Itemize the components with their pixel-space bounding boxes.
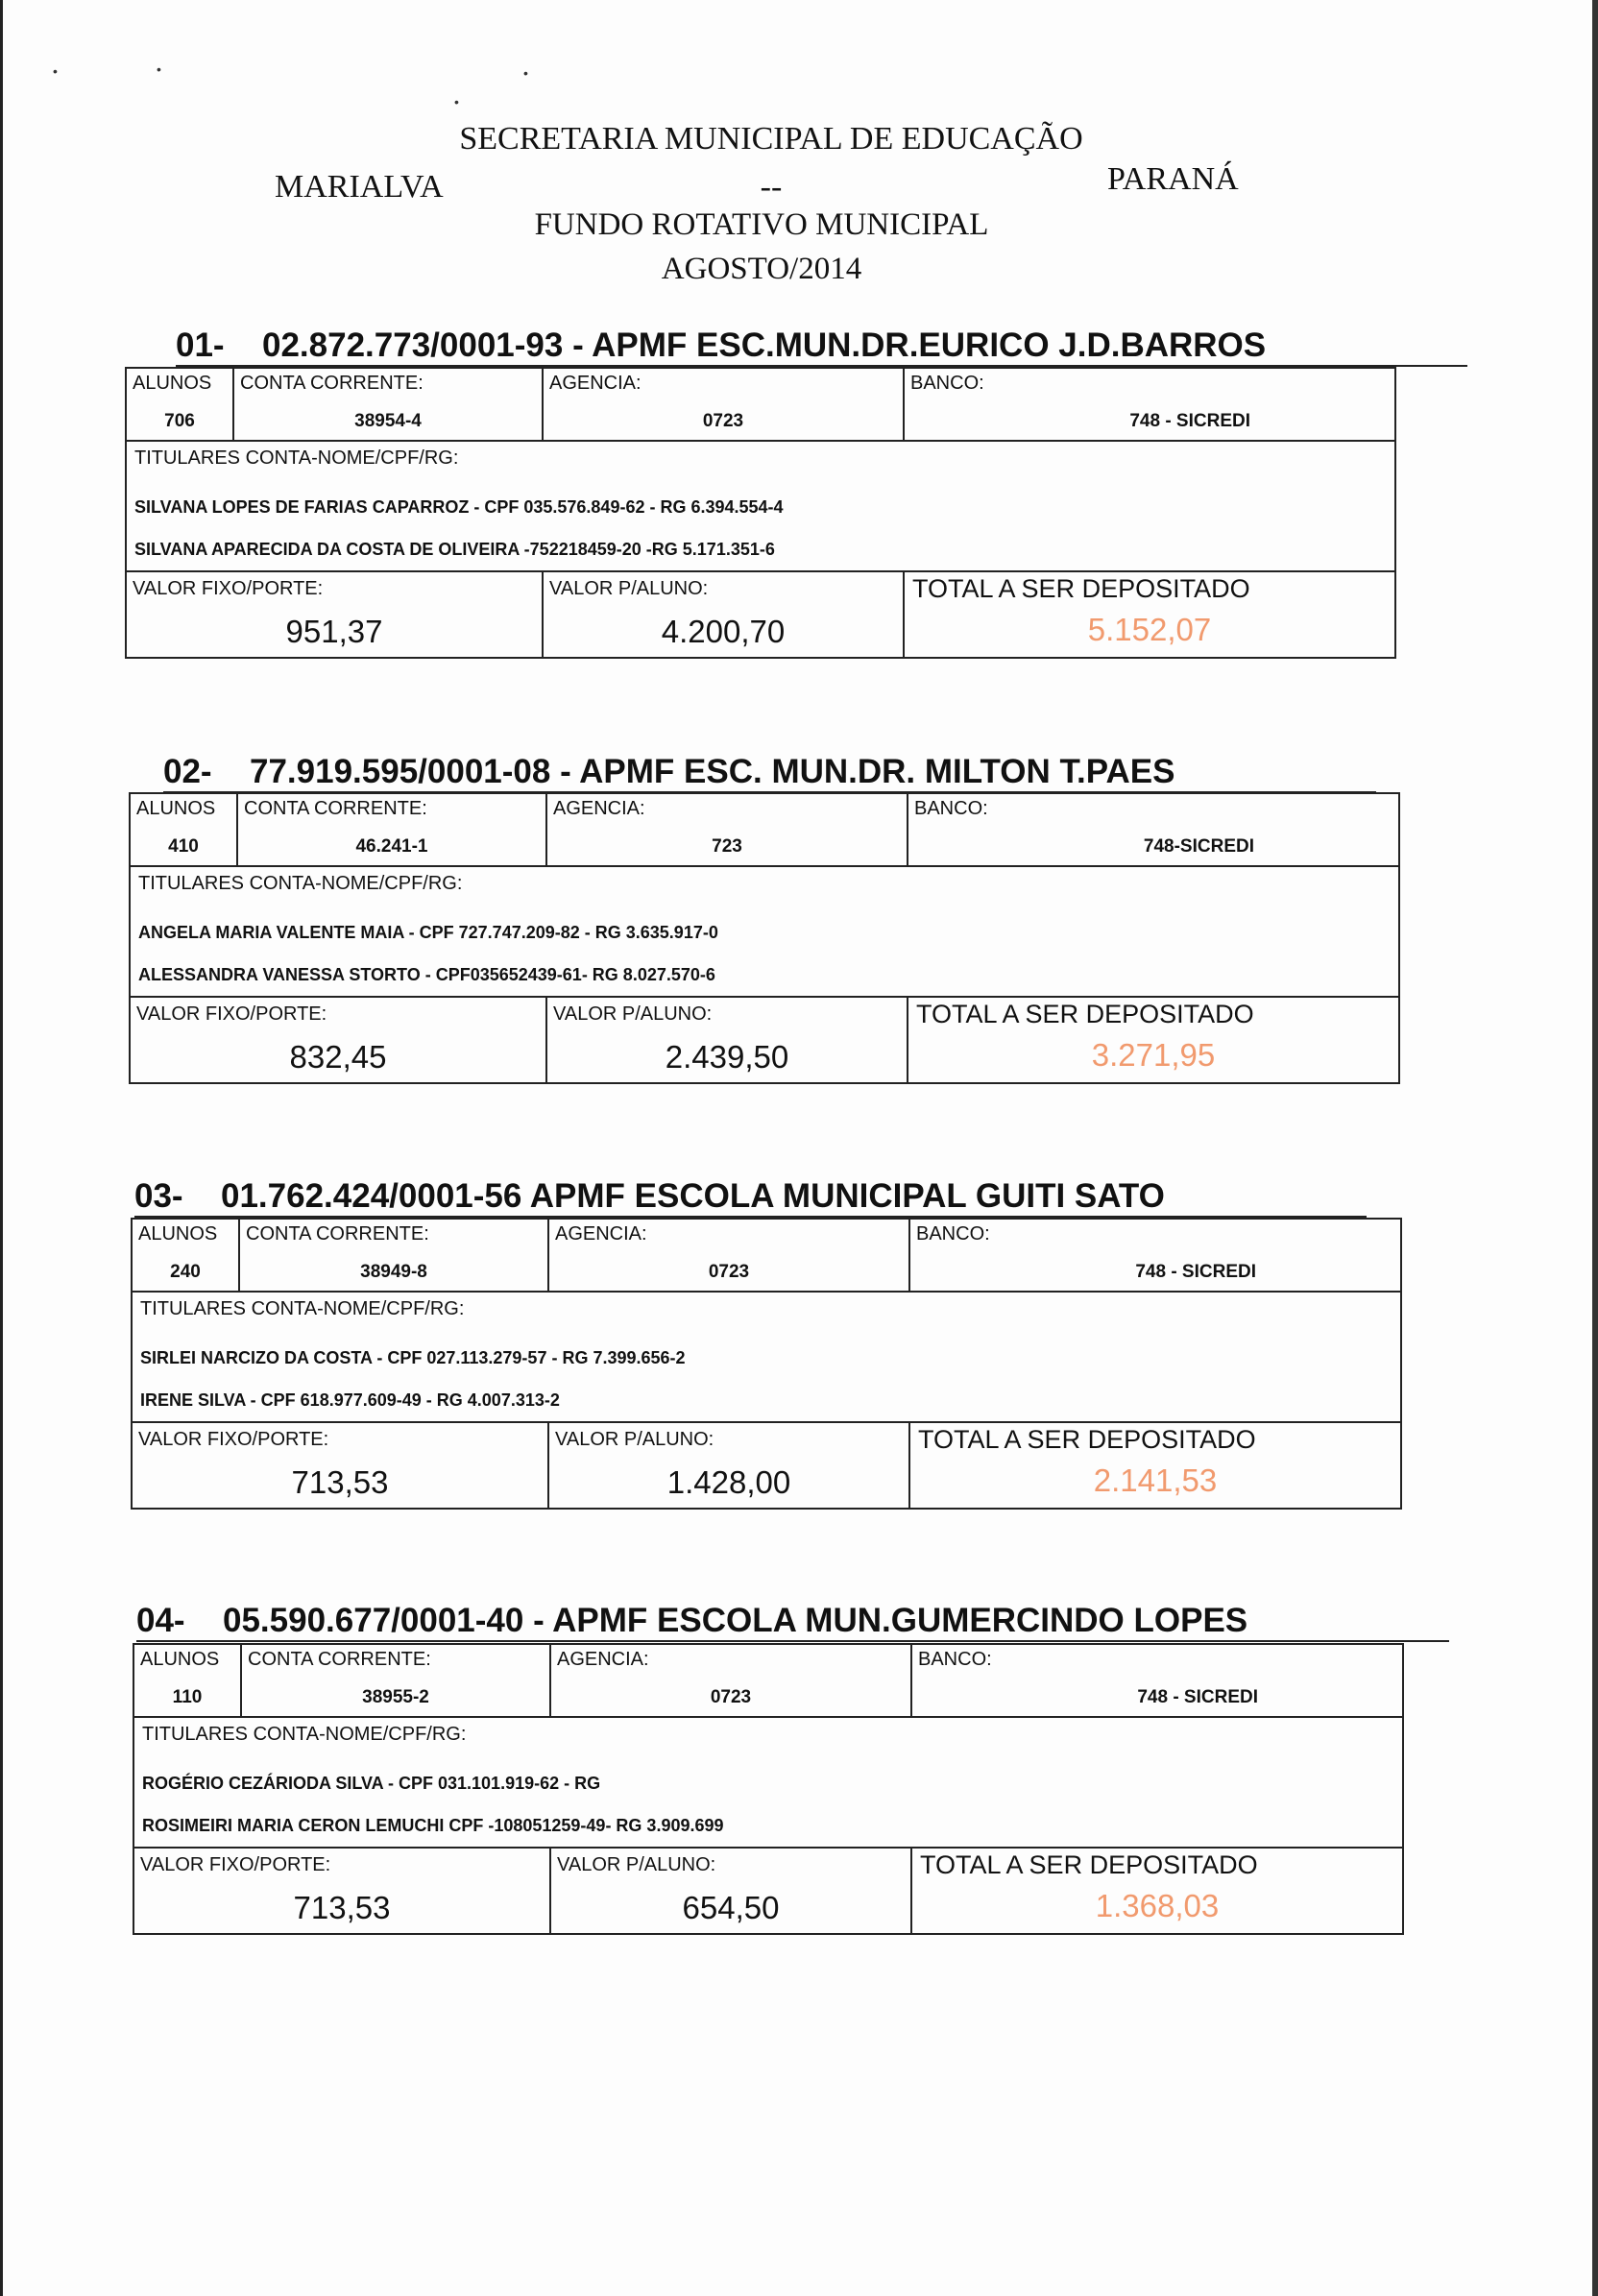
conta-value: 38955-2 bbox=[362, 1687, 429, 1707]
account-table bbox=[125, 367, 1396, 659]
valor-fixo-label: VALOR FIXO/PORTE: bbox=[138, 1429, 329, 1450]
banco-value: 748 - SICREDI bbox=[1135, 1262, 1256, 1282]
block-cnpj-name: 01.762.424/0001-56 APMF ESCOLA MUNICIPAL GUITI SATO bbox=[221, 1177, 1165, 1215]
valor-fixo-value: 713,53 bbox=[293, 1890, 391, 1925]
block-number: 02- bbox=[163, 753, 212, 790]
conta-cell bbox=[239, 1219, 548, 1292]
alunos-label: ALUNOS bbox=[133, 373, 212, 394]
alunos-value: 706 bbox=[164, 411, 195, 431]
amounts-row bbox=[126, 571, 1395, 658]
scan-speck: • bbox=[157, 61, 161, 77]
alunos-value: 110 bbox=[172, 1687, 203, 1707]
titulares-row bbox=[130, 866, 1399, 997]
banco-value: 748 - SICREDI bbox=[1129, 411, 1250, 431]
account-row bbox=[130, 793, 1399, 866]
banco-cell bbox=[908, 793, 1399, 866]
agencia-value: 0723 bbox=[708, 1262, 750, 1282]
titulares-label: TITULARES CONTA-NOME/CPF/RG: bbox=[142, 1724, 467, 1745]
titulares-label: TITULARES CONTA-NOME/CPF/RG: bbox=[140, 1298, 465, 1319]
block-cnpj-name: 77.919.595/0001-08 - APMF ESC. MUN.DR. MILTON T.PAES bbox=[250, 753, 1175, 790]
alunos-cell bbox=[130, 793, 237, 866]
block-cnpj-name: 05.590.677/0001-40 - APMF ESCOLA MUN.GUMERCINDO LOPES bbox=[223, 1602, 1248, 1639]
valor-fixo-label: VALOR FIXO/PORTE: bbox=[133, 578, 324, 599]
valor-aluno-cell bbox=[546, 997, 908, 1083]
banco-cell bbox=[909, 1219, 1401, 1292]
valor-fixo-cell bbox=[133, 1848, 550, 1934]
total-label: TOTAL A SER DEPOSITADO bbox=[918, 1425, 1256, 1454]
account-row bbox=[132, 1219, 1401, 1292]
amounts-row bbox=[133, 1848, 1403, 1934]
conta-label: CONTA CORRENTE: bbox=[248, 1649, 431, 1670]
block-title bbox=[163, 753, 1376, 793]
conta-label: CONTA CORRENTE: bbox=[240, 373, 424, 394]
agencia-cell bbox=[550, 1644, 911, 1717]
valor-fixo-cell bbox=[126, 571, 543, 658]
valor-aluno-value: 4.200,70 bbox=[661, 614, 786, 649]
valor-aluno-value: 1.428,00 bbox=[666, 1464, 791, 1500]
banco-label: BANCO: bbox=[910, 373, 984, 394]
titulares-label: TITULARES CONTA-NOME/CPF/RG: bbox=[138, 873, 463, 894]
agencia-value: 0723 bbox=[710, 1687, 752, 1707]
conta-cell bbox=[241, 1644, 550, 1717]
titular-2: ROSIMEIRI MARIA CERON LEMUCHI CPF -108051259-49- RG 3.909.699 bbox=[142, 1816, 724, 1835]
valor-aluno-label: VALOR P/ALUNO: bbox=[555, 1429, 714, 1450]
valor-aluno-label: VALOR P/ALUNO: bbox=[553, 1003, 713, 1025]
valor-fixo-label: VALOR FIXO/PORTE: bbox=[136, 1003, 327, 1025]
header-separator: -- bbox=[760, 169, 783, 205]
agencia-label: AGENCIA: bbox=[549, 373, 642, 394]
titular-1: ANGELA MARIA VALENTE MAIA - CPF 727.747.209-82 - RG 3.635.917-0 bbox=[138, 923, 718, 942]
banco-cell bbox=[911, 1644, 1403, 1717]
valor-fixo-value: 951,37 bbox=[285, 614, 383, 649]
scan-speck: • bbox=[53, 63, 58, 79]
total-value: 2.141,53 bbox=[1093, 1462, 1218, 1498]
titulares-cell bbox=[133, 1717, 1403, 1848]
titulares-label: TITULARES CONTA-NOME/CPF/RG: bbox=[134, 447, 459, 469]
total-value: 1.368,03 bbox=[1095, 1888, 1220, 1923]
header-fund: FUNDO ROTATIVO MUNICIPAL bbox=[534, 207, 989, 242]
account-row bbox=[133, 1644, 1403, 1717]
block-title bbox=[136, 1602, 1449, 1642]
titular-2: SILVANA APARECIDA DA COSTA DE OLIVEIRA -752218459-20 -RG 5.171.351-6 bbox=[134, 540, 775, 559]
conta-cell bbox=[233, 368, 543, 441]
block-cnpj-name: 02.872.773/0001-93 - APMF ESC.MUN.DR.EURICO J.D.BARROS bbox=[262, 326, 1267, 364]
titular-1: SILVANA LOPES DE FARIAS CAPARROZ - CPF 035.576.849-62 - RG 6.394.554-4 bbox=[134, 497, 784, 517]
account-row bbox=[126, 368, 1395, 441]
valor-aluno-value: 2.439,50 bbox=[665, 1039, 789, 1075]
account-table bbox=[131, 1218, 1402, 1510]
alunos-value: 410 bbox=[168, 836, 199, 857]
valor-fixo-cell bbox=[132, 1422, 548, 1509]
agencia-cell bbox=[546, 793, 908, 866]
total-value: 5.152,07 bbox=[1087, 612, 1212, 647]
titulares-cell bbox=[130, 866, 1399, 997]
banco-value: 748 - SICREDI bbox=[1137, 1687, 1258, 1707]
banco-cell bbox=[904, 368, 1395, 441]
block-title bbox=[134, 1177, 1367, 1218]
scan-speck: • bbox=[454, 94, 459, 109]
titular-2: IRENE SILVA - CPF 618.977.609-49 - RG 4.007.313-2 bbox=[140, 1390, 560, 1410]
conta-label: CONTA CORRENTE: bbox=[244, 798, 427, 819]
agencia-value: 0723 bbox=[702, 411, 744, 431]
conta-label: CONTA CORRENTE: bbox=[246, 1223, 429, 1245]
alunos-cell bbox=[126, 368, 233, 441]
titular-1: ROGÉRIO CEZÁRIODA SILVA - CPF 031.101.919-62 - RG bbox=[142, 1774, 601, 1793]
block-number: 03- bbox=[134, 1177, 183, 1215]
banco-label: BANCO: bbox=[914, 798, 988, 819]
titulares-row bbox=[126, 441, 1395, 571]
valor-aluno-label: VALOR P/ALUNO: bbox=[557, 1854, 716, 1875]
account-table bbox=[133, 1643, 1404, 1935]
alunos-cell bbox=[133, 1644, 241, 1717]
conta-value: 38949-8 bbox=[360, 1262, 427, 1282]
valor-aluno-cell bbox=[543, 571, 904, 658]
block-number: 04- bbox=[136, 1602, 185, 1639]
agencia-value: 723 bbox=[712, 836, 742, 857]
banco-value: 748-SICREDI bbox=[1143, 836, 1254, 857]
alunos-label: ALUNOS bbox=[140, 1649, 220, 1670]
amounts-row bbox=[132, 1422, 1401, 1509]
block-number: 01- bbox=[176, 326, 225, 364]
block-title bbox=[176, 326, 1467, 367]
titulares-row bbox=[132, 1292, 1401, 1422]
valor-fixo-value: 713,53 bbox=[291, 1464, 389, 1500]
total-value: 3.271,95 bbox=[1091, 1037, 1216, 1073]
agencia-label: AGENCIA: bbox=[555, 1223, 647, 1245]
valor-fixo-value: 832,45 bbox=[289, 1039, 387, 1075]
total-cell bbox=[904, 571, 1395, 658]
valor-aluno-cell bbox=[550, 1848, 911, 1934]
valor-aluno-label: VALOR P/ALUNO: bbox=[549, 578, 709, 599]
conta-cell bbox=[237, 793, 546, 866]
agencia-label: AGENCIA: bbox=[553, 798, 645, 819]
amounts-row bbox=[130, 997, 1399, 1083]
scan-speck: • bbox=[523, 65, 528, 81]
total-cell bbox=[908, 997, 1399, 1083]
valor-aluno-value: 654,50 bbox=[682, 1890, 780, 1925]
header-period: AGOSTO/2014 bbox=[661, 252, 862, 286]
total-label: TOTAL A SER DEPOSITADO bbox=[916, 1000, 1254, 1028]
conta-value: 38954-4 bbox=[354, 411, 422, 431]
titulares-cell bbox=[132, 1292, 1401, 1422]
agencia-label: AGENCIA: bbox=[557, 1649, 649, 1670]
banco-label: BANCO: bbox=[916, 1223, 990, 1245]
header-secretaria: SECRETARIA MUNICIPAL DE EDUCAÇÃO bbox=[459, 121, 1083, 157]
total-cell bbox=[911, 1848, 1403, 1934]
valor-fixo-cell bbox=[130, 997, 546, 1083]
alunos-cell bbox=[132, 1219, 239, 1292]
total-label: TOTAL A SER DEPOSITADO bbox=[920, 1850, 1258, 1879]
alunos-value: 240 bbox=[170, 1262, 201, 1282]
header-city: MARIALVA bbox=[275, 169, 444, 205]
account-table bbox=[129, 792, 1400, 1084]
conta-value: 46.241-1 bbox=[355, 836, 428, 857]
titular-2: ALESSANDRA VANESSA STORTO - CPF035652439-61- RG 8.027.570-6 bbox=[138, 965, 715, 984]
alunos-label: ALUNOS bbox=[138, 1223, 218, 1245]
total-cell bbox=[909, 1422, 1401, 1509]
agencia-cell bbox=[543, 368, 904, 441]
titular-1: SIRLEI NARCIZO DA COSTA - CPF 027.113.279-57 - RG 7.399.656-2 bbox=[140, 1348, 686, 1367]
banco-label: BANCO: bbox=[918, 1649, 992, 1670]
agencia-cell bbox=[548, 1219, 909, 1292]
titulares-row bbox=[133, 1717, 1403, 1848]
header-state: PARANÁ bbox=[1107, 161, 1239, 197]
alunos-label: ALUNOS bbox=[136, 798, 216, 819]
valor-fixo-label: VALOR FIXO/PORTE: bbox=[140, 1854, 331, 1875]
total-label: TOTAL A SER DEPOSITADO bbox=[912, 574, 1250, 603]
titulares-cell bbox=[126, 441, 1395, 571]
valor-aluno-cell bbox=[548, 1422, 909, 1509]
